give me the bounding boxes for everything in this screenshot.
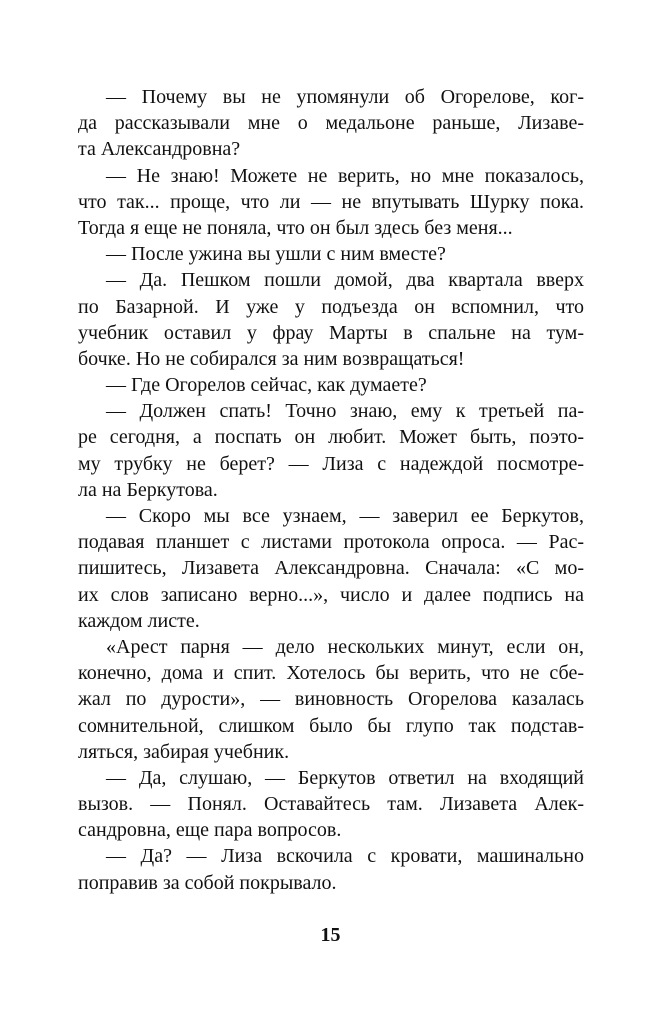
text-line: сандровна, еще пара вопросов. <box>78 819 342 842</box>
text-line: пишитесь, Лизавета Александровна. Сначала: «С мо- <box>78 557 584 580</box>
text-line: поправив за собой покрывало. <box>78 871 337 894</box>
text-line: по Базарной. И уже у подъезда он вспомнил, что <box>78 295 584 318</box>
text-line: вызов. — Понял. Оставайтесь там. Лизавета Алек- <box>78 793 584 816</box>
text-line: та Александровна? <box>78 138 241 161</box>
text-line: учебник оставил у фрау Марты в спальне на тум- <box>78 321 584 344</box>
text-line: — Да, слушаю, — Беркутов ответил на входящий <box>106 766 584 789</box>
text-line: — После ужина вы ушли с ним вместе? <box>106 243 446 266</box>
text-line: — Да? — Лиза вскочила с кровати, машинально <box>106 845 584 868</box>
text-line: сомнительной, слишком было бы глупо так подстав- <box>78 714 584 737</box>
text-line: «Арест парня — дело нескольких минут, если он, <box>106 635 584 658</box>
text-line: — Должен спать! Точно знаю, ему к третьей па- <box>106 400 584 423</box>
text-line: ла на Беркутова. <box>78 478 218 501</box>
text-line: бочке. Но не собирался за ним возвращаться! <box>78 347 465 370</box>
text-line: — Почему вы не упомянули об Огорелове, ког- <box>106 86 584 108</box>
text-line: му трубку не берет? — Лиза с надеждой посмотре- <box>78 452 584 475</box>
body-text <box>78 84 584 896</box>
text-line: каждом листе. <box>78 609 200 632</box>
text-line: — Где Огорелов сейчас, как думаете? <box>106 374 427 397</box>
text-line: ляться, забирая учебник. <box>78 740 290 763</box>
text-line: конечно, дома и спит. Хотелось бы верить, что не сбе- <box>78 662 584 685</box>
text-line: — Скоро мы все узнаем, — заверил ее Беркутов, <box>106 505 584 527</box>
page-number: 15 <box>320 924 341 946</box>
text-line: их слов записано верно...», число и далее подпись на <box>78 583 584 606</box>
text-line: — Не знаю! Можете не верить, но мне показалось, <box>106 164 584 187</box>
text-line: жал по дурости», — виновность Огорелова казалась <box>78 688 584 711</box>
text-line: ре сегодня, а поспать он любит. Может быть, поэто- <box>78 426 584 449</box>
text-line: подавая планшет с листами протокола опроса. — Рас- <box>78 531 584 554</box>
text-line: да рассказывали мне о медальоне раньше, Лизаве- <box>78 112 584 135</box>
text-line: что так... проще, что ли — не впутывать Шурку пока. <box>78 190 584 213</box>
text-line: Тогда я еще не поняла, что он был здесь без меня... <box>78 216 513 239</box>
text-line: — Да. Пешком пошли домой, два квартала вверх <box>106 269 584 292</box>
